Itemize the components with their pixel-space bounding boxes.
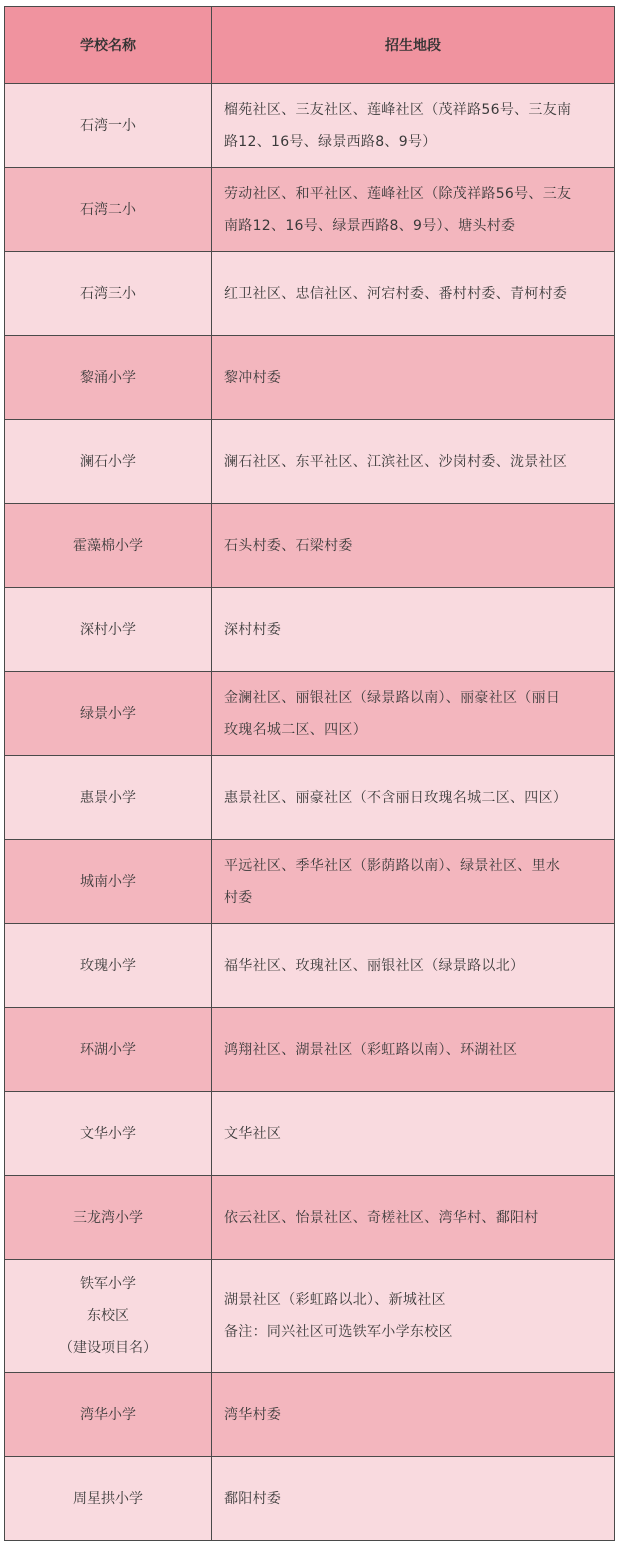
table-row [5,672,615,756]
enrollment-area-line: 深村村委 [224,621,282,638]
school-name-cell [5,168,212,252]
school-name-line: 石湾一小 [80,117,136,134]
school-name-cell [5,588,212,672]
school-name-line: （建设项目名） [59,1340,157,1356]
school-name-cell [5,420,212,504]
table-row [5,168,615,252]
school-name-line: 东校区 [87,1308,129,1324]
school-name-line: 铁军小学 [80,1276,136,1292]
enrollment-area-cell [212,420,615,504]
enrollment-area-line: 鄱阳村委 [224,1490,282,1507]
school-name-cell [5,1457,212,1541]
school-name-line: 文华小学 [80,1125,136,1142]
enrollment-area-line: 福华社区、玫瑰社区、丽银社区（绿景路以北） [224,957,525,974]
enrollment-area-cell [212,672,615,756]
school-name-cell [5,336,212,420]
enrollment-area-line: 石头村委、石梁村委 [224,537,353,554]
enrollment-area-cell [212,1092,615,1176]
school-name-cell [5,924,212,1008]
school-name-cell [5,756,212,840]
header-school-name: 学校名称 [5,7,212,84]
enrollment-area-cell [212,1457,615,1541]
enrollment-area-line: 红卫社区、忠信社区、河宕村委、番村村委、青柯村委 [224,285,568,302]
school-name-line: 石湾二小 [80,201,136,218]
school-name-cell [5,252,212,336]
enrollment-area-line: 玫瑰名城二区、四区） [224,721,367,738]
enrollment-table-container [4,6,614,1541]
table-row [5,252,615,336]
enrollment-area-cell [212,588,615,672]
enrollment-area-cell [212,84,615,168]
table-row [5,1008,615,1092]
enrollment-area-cell [212,1260,615,1373]
enrollment-area-line: 鸿翔社区、湖景社区（彩虹路以南）、环湖社区 [224,1041,518,1058]
enrollment-area-line: 金澜社区、丽银社区（绿景路以南）、丽豪社区（丽日 [224,689,561,706]
table-row [5,756,615,840]
school-name-line: 环湖小学 [80,1041,136,1058]
enrollment-area-line: 村委 [224,889,253,906]
enrollment-area-line: 文华社区 [224,1125,282,1142]
school-name-line: 玫瑰小学 [80,957,136,974]
enrollment-area-cell [212,840,615,924]
school-name-line: 三龙湾小学 [73,1209,143,1226]
school-name-line: 周星拱小学 [73,1490,143,1507]
enrollment-area-cell [212,504,615,588]
school-name-cell [5,672,212,756]
school-name-line: 城南小学 [80,873,136,890]
school-name-cell [5,840,212,924]
school-name-line: 深村小学 [80,621,136,638]
school-name-cell [5,1373,212,1457]
enrollment-area-line: 劳动社区、和平社区、莲峰社区（除茂祥路56号、三友 [224,185,572,202]
table-header-row [5,7,615,84]
table-body [5,84,615,1541]
table-row [5,1260,615,1373]
table-row [5,84,615,168]
school-name-cell [5,1260,212,1373]
enrollment-area-line: 榴苑社区、三友社区、莲峰社区（茂祥路56号、三友南 [224,101,572,118]
table-row [5,1373,615,1457]
table-row [5,420,615,504]
school-name-cell [5,1092,212,1176]
enrollment-table [4,6,615,1541]
enrollment-area-cell [212,168,615,252]
enrollment-area-line: 湾华村委 [224,1406,282,1423]
enrollment-area-cell [212,924,615,1008]
table-row [5,924,615,1008]
table-row [5,1176,615,1260]
enrollment-area-line: 备注：同兴社区可选铁军小学东校区 [224,1324,453,1340]
table-row [5,1092,615,1176]
school-name-cell [5,1176,212,1260]
school-name-cell [5,84,212,168]
school-name-cell [5,504,212,588]
school-name-line: 石湾三小 [80,285,136,302]
table-row [5,588,615,672]
enrollment-area-line: 平远社区、季华社区（影荫路以南）、绿景社区、里水 [224,857,561,874]
enrollment-area-line: 澜石社区、东平社区、江滨社区、沙岗村委、泷景社区 [224,453,568,470]
enrollment-area-line: 依云社区、怡景社区、奇槎社区、湾华村、鄱阳村 [224,1209,539,1226]
enrollment-area-line: 路12、16号、绿景西路8、9号） [224,133,437,150]
enrollment-area-line: 黎冲村委 [224,369,282,386]
table-row [5,1457,615,1541]
school-name-line: 湾华小学 [80,1406,136,1423]
table-row [5,504,615,588]
table-row [5,336,615,420]
school-name-line: 黎涌小学 [80,369,136,386]
enrollment-area-cell [212,1008,615,1092]
enrollment-area-line: 南路12、16号、绿景西路8、9号）、塘头村委 [224,217,516,234]
enrollment-area-cell [212,1373,615,1457]
enrollment-area-cell [212,336,615,420]
school-name-line: 惠景小学 [80,789,136,806]
header-enrollment-area: 招生地段 [212,7,615,84]
school-name-line: 霍藻棉小学 [73,537,143,554]
enrollment-area-cell [212,756,615,840]
enrollment-area-cell [212,252,615,336]
enrollment-area-cell [212,1176,615,1260]
enrollment-area-line: 湖景社区（彩虹路以北）、新城社区 [224,1292,446,1308]
table-row [5,840,615,924]
school-name-line: 澜石小学 [80,453,136,470]
school-name-cell [5,1008,212,1092]
school-name-line: 绿景小学 [80,705,136,722]
enrollment-area-line: 惠景社区、丽豪社区（不含丽日玫瑰名城二区、四区） [224,789,568,806]
